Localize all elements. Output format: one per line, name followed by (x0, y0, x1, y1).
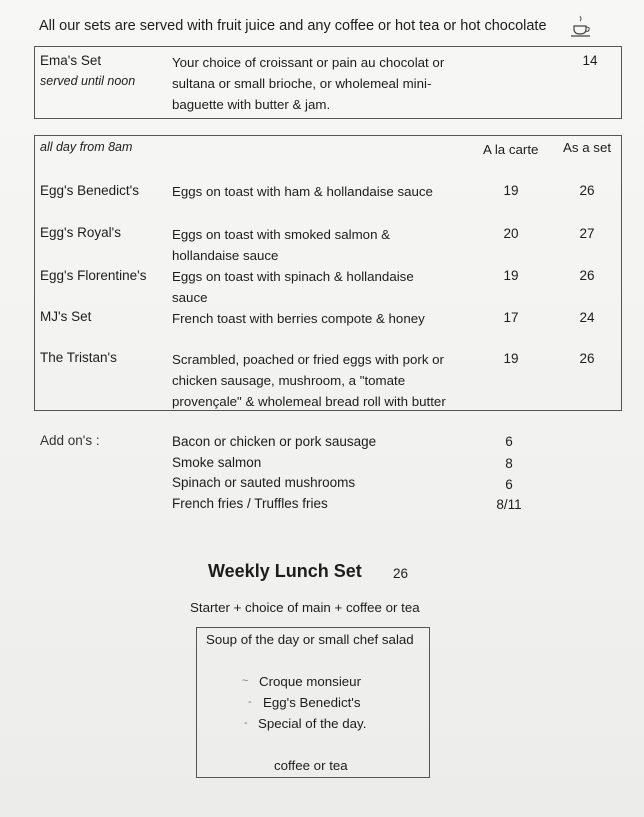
dish-name: Egg's Benedict's (40, 183, 139, 198)
dish-desc-line: French toast with berries compote & honey (172, 311, 425, 326)
dish-name: MJ's Set (40, 309, 92, 324)
dish-price-set: 26 (579, 183, 595, 198)
dish-name: Egg's Royal's (40, 225, 121, 240)
lunch-main: Special of the day. (258, 716, 367, 731)
dish-desc-line: chicken sausage, mushroom, a "tomate (172, 373, 406, 388)
ema-set-name: Ema's Set (40, 53, 102, 68)
intro-text: All our sets are served with fruit juice and any coffee or hot tea or hot chocolate (39, 18, 547, 34)
dish-description (172, 266, 472, 308)
col-header-set: As a set (563, 140, 612, 155)
dish-name: Egg's Florentine's (40, 268, 147, 283)
ema-desc-line: baguette with butter & jam. (172, 97, 331, 112)
ema-desc-line: sultana or small brioche, or wholemeal mini- (172, 76, 432, 91)
lunch-main: Croque monsieur (259, 674, 361, 689)
dish-price-alacarte: 19 (503, 183, 519, 198)
ema-set-note: served until noon (40, 74, 136, 88)
dish-price-set: 26 (579, 268, 595, 283)
dish-description (172, 224, 472, 266)
ema-desc-line: Your choice of croissant or pain au chocolat or (172, 55, 445, 70)
dish-description (172, 308, 472, 329)
addon-name: French fries / Truffles fries (172, 496, 328, 511)
addon-name: Smoke salmon (172, 455, 262, 470)
dish-desc-line: hollandaise sauce (172, 248, 279, 263)
dish-name: The Tristan's (40, 350, 117, 365)
dish-price-alacarte: 19 (503, 268, 519, 283)
ema-set-description (172, 52, 492, 115)
addon-price: 6 (505, 434, 513, 449)
dish-price-alacarte: 19 (503, 351, 519, 366)
dish-desc-line: Scrambled, poached or fried eggs with pork or (172, 352, 444, 367)
addon-price: 8/11 (496, 497, 522, 512)
dish-desc-line: sauce (172, 290, 208, 305)
dish-desc-line: Eggs on toast with ham & hollandaise sauce (172, 184, 433, 199)
dish-price-alacarte: 17 (503, 310, 519, 325)
dash-mark: - (244, 717, 248, 729)
lunch-starter: Soup of the day or small chef salad (206, 632, 414, 647)
dish-price-set: 26 (579, 351, 595, 366)
dash-mark: ~ (242, 675, 249, 687)
dish-desc-line: Eggs on toast with smoked salmon & (172, 227, 391, 242)
dish-price-set: 27 (579, 226, 595, 241)
lunch-title: Weekly Lunch Set (208, 561, 362, 581)
dish-price-set: 24 (579, 310, 595, 325)
addon-name: Bacon or chicken or pork sausage (172, 434, 377, 449)
addons-label: Add on's : (40, 433, 100, 448)
lunch-main: Egg's Benedict's (263, 695, 361, 710)
dish-desc-line: provençale" & wholemeal bread roll with butter (172, 394, 446, 409)
lunch-drink: coffee or tea (274, 758, 348, 773)
addon-price: 6 (505, 477, 513, 492)
dish-price-alacarte: 20 (503, 226, 519, 241)
addon-price: 8 (505, 456, 513, 471)
col-header-alacarte: A la carte (483, 142, 539, 157)
ema-set-price: 14 (582, 53, 598, 68)
addon-name: Spinach or sauted mushrooms (172, 475, 356, 490)
dash-mark: - (248, 696, 252, 708)
dish-desc-line: Eggs on toast with spinach & hollandaise (172, 269, 414, 284)
lunch-subtitle: Starter + choice of main + coffee or tea (190, 600, 420, 615)
all-day-label: all day from 8am (40, 140, 133, 154)
dish-description (172, 349, 482, 412)
coffee-cup-icon (568, 14, 594, 40)
lunch-price: 26 (393, 566, 409, 581)
dish-description (172, 181, 472, 202)
